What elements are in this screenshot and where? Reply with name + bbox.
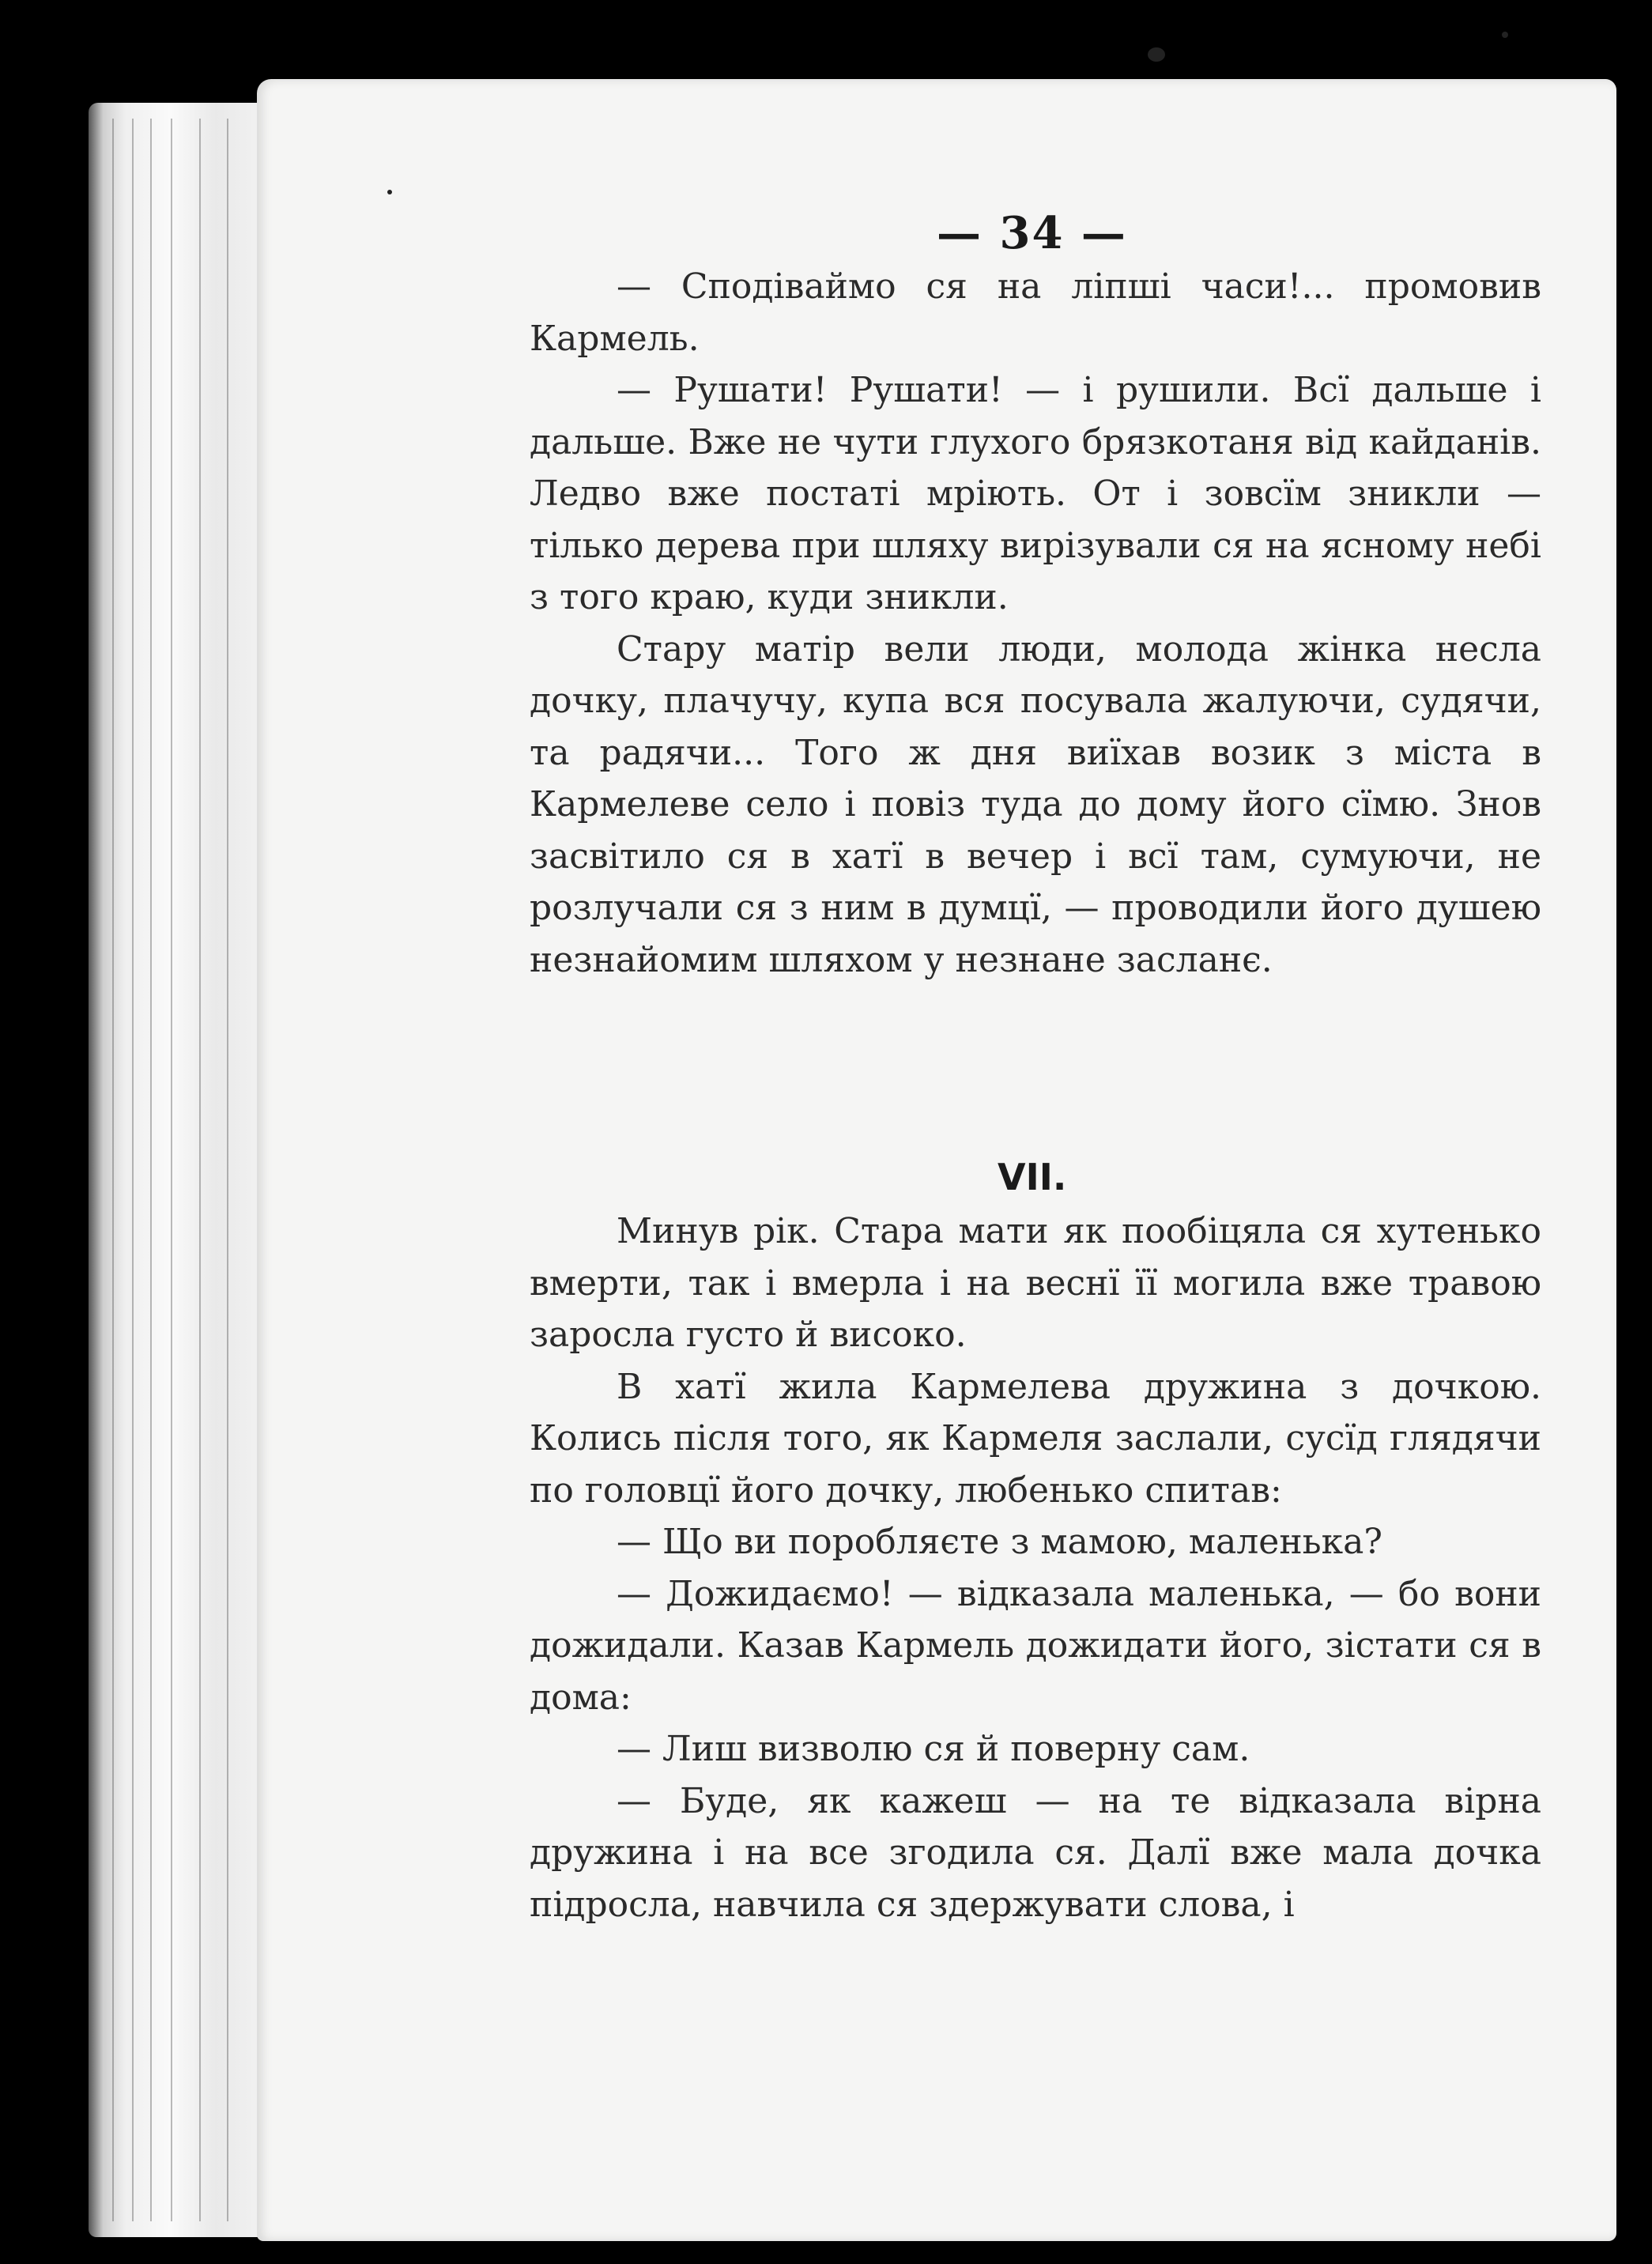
book-page-edges	[89, 103, 270, 2237]
paragraph: В хатї жила Кармелева дружина з дочкою. Колись після того, як Кармеля заслали, сусїд глядячи по головцї його дочку, любенько спитав:	[530, 1366, 1541, 1511]
paragraph: — Рушати! Рушати! — і рушили. Всї дальше і дальше. Вже не чути глухого брязкотаня від кайданів. Ледво вже постаті мріють. От і зовсїм зникли — тілько дерева при шляху вирізували ся на ясному небі з того краю, куди зникли.	[530, 370, 1541, 617]
paragraph: Стару матір вели люди, молода жінка несла дочку, плачучу, купа вся посувала жалуючи, судячи, та радячи... Того ж дня виїхав возик з міста в Кармелеве село і повіз туда до дому його сїмю. Знов засвітило ся в хатї в вечер і всї там, сумуючи, не розлучали ся з ним в думцї, — проводили його душею незнайомим шляхом у незнане засланє.	[530, 628, 1541, 980]
text-block-bottom	[530, 1206, 1541, 1930]
paragraph: — Буде, як кажеш — на те відказала вірна дружина і на все згодила ся. Далї вже мала дочка підросла, навчила ся здержувати слова, і	[530, 1780, 1541, 1925]
dust-speck	[1148, 47, 1165, 62]
paragraph: — Сподіваймо ся на ліпші часи!... промовив Кармель.	[530, 266, 1541, 359]
text-block-top	[530, 261, 1541, 986]
page-number: — 34 —	[937, 207, 1127, 259]
dust-speck	[1502, 32, 1508, 38]
paragraph: — Лиш визволю ся й поверну сам.	[617, 1729, 1250, 1769]
paragraph: Минув рік. Стара мати як пообіцяла ся хутенько вмерти, так і вмерла і на веснї її могила вже травою заросла густо й високо.	[530, 1211, 1541, 1355]
chapter-heading: VII.	[998, 1156, 1067, 1198]
paragraph: — Що ви поробляєте з мамою, маленька?	[617, 1522, 1382, 1562]
paragraph: — Дожидаємо! — відказала маленька, — бо вони дожидали. Казав Кармель дожидати його, зістати ся в дома:	[530, 1573, 1541, 1718]
dust-speck	[387, 190, 392, 194]
